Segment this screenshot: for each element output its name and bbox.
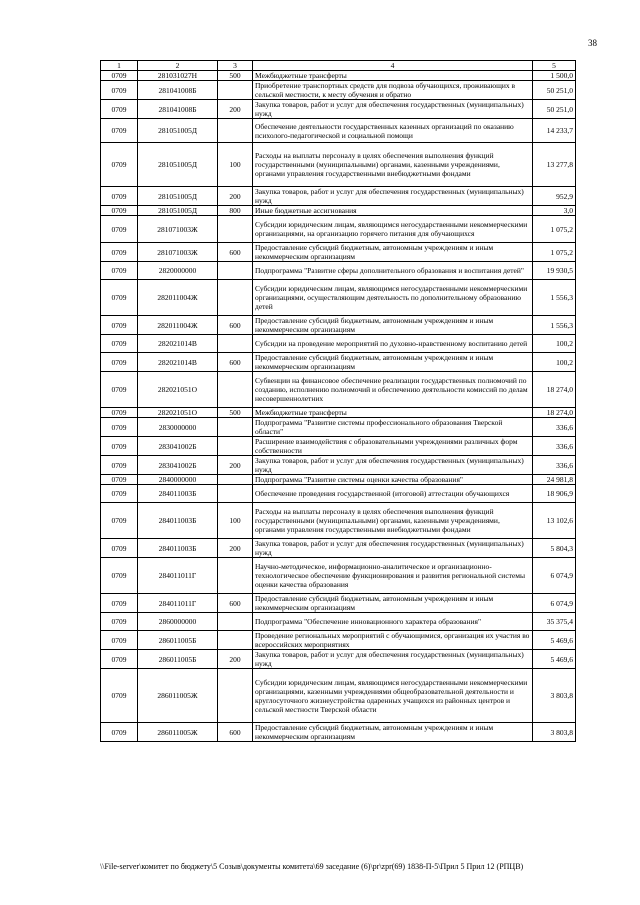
cell-sec: 0709 (101, 119, 138, 143)
table-row (101, 206, 576, 216)
cell-sec: 0709 (101, 262, 138, 280)
cell-sec: 0709 (101, 335, 138, 353)
cell-name: Закупка товаров, работ и услуг для обеспечения государственных (муниципальных) нужд (253, 456, 533, 475)
cell-code: 286011005Ж (138, 723, 218, 742)
cell-name: Субсидии юридическим лицам, являющимся негосударственными некоммерческими организациями, осуществляющим деятельность по дополнительному образованию детей (253, 280, 533, 316)
cell-type: 200 (218, 539, 253, 558)
cell-name: Предоставление субсидий бюджетным, автономным учреждениям и иным некоммерческим организациям (253, 723, 533, 742)
cell-type: 100 (218, 143, 253, 187)
table-row (101, 408, 576, 418)
cell-name: Межбюджетные трансферты (253, 408, 533, 418)
cell-name: Подпрограмма "Развитие сферы дополнительного образования и воспитания детей" (253, 262, 533, 280)
cell-type (218, 613, 253, 631)
cell-code: 2840000000 (138, 475, 218, 485)
cell-name: Научно-методическое, информационно-аналитическое и организационно-технологическое обеспечение функционирования и развития региональной системы оценки качества образования (253, 558, 533, 594)
cell-amount: 6 074,9 (533, 558, 576, 594)
cell-name: Обеспечение деятельности государственных казенных организаций по оказанию психолого-педагогической и социальной помощи (253, 119, 533, 143)
cell-sec: 0709 (101, 243, 138, 262)
table-row (101, 594, 576, 613)
cell-amount: 18 274,0 (533, 372, 576, 408)
cell-sec: 0709 (101, 71, 138, 81)
cell-amount: 24 981,8 (533, 475, 576, 485)
cell-sec: 0709 (101, 216, 138, 243)
cell-type: 600 (218, 353, 253, 372)
cell-sec: 0709 (101, 631, 138, 650)
cell-sec: 0709 (101, 475, 138, 485)
table-row (101, 539, 576, 558)
table-row (101, 558, 576, 594)
cell-code: 283041002Б (138, 456, 218, 475)
cell-sec: 0709 (101, 485, 138, 503)
cell-amount: 1 075,2 (533, 216, 576, 243)
cell-code: 2830000000 (138, 418, 218, 437)
column-header: 5 (533, 61, 576, 71)
cell-code: 281031027Н (138, 71, 218, 81)
cell-name: Предоставление субсидий бюджетным, автономным учреждениям и иным некоммерческим организациям (253, 353, 533, 372)
cell-amount: 336,6 (533, 456, 576, 475)
cell-sec: 0709 (101, 408, 138, 418)
column-header: 4 (253, 61, 533, 71)
cell-name: Расширение взаимодействия с образовательными учреждениями различных форм собственности (253, 437, 533, 456)
cell-type: 800 (218, 206, 253, 216)
table-row (101, 723, 576, 742)
cell-sec: 0709 (101, 81, 138, 100)
table-row (101, 418, 576, 437)
cell-code: 282011004Ж (138, 316, 218, 335)
cell-amount: 952,9 (533, 187, 576, 206)
cell-amount: 100,2 (533, 353, 576, 372)
cell-amount: 336,6 (533, 418, 576, 437)
cell-type: 600 (218, 594, 253, 613)
cell-type (218, 119, 253, 143)
cell-type: 500 (218, 71, 253, 81)
table-row (101, 631, 576, 650)
cell-code: 284011003Б (138, 503, 218, 539)
table-row (101, 243, 576, 262)
cell-type: 200 (218, 187, 253, 206)
cell-sec: 0709 (101, 418, 138, 437)
cell-amount: 336,6 (533, 437, 576, 456)
cell-amount: 14 233,7 (533, 119, 576, 143)
cell-type (218, 372, 253, 408)
column-header: 1 (101, 61, 138, 71)
cell-name: Подпрограмма "Развитие системы оценки качества образования" (253, 475, 533, 485)
table-row (101, 262, 576, 280)
table-row (101, 437, 576, 456)
cell-type: 200 (218, 100, 253, 119)
cell-code: 286011005Б (138, 650, 218, 669)
page-number: 38 (588, 38, 597, 48)
cell-sec: 0709 (101, 613, 138, 631)
cell-sec: 0709 (101, 280, 138, 316)
table-row (101, 353, 576, 372)
cell-code: 284011011Г (138, 594, 218, 613)
cell-amount: 13 277,8 (533, 143, 576, 187)
cell-type (218, 631, 253, 650)
cell-name: Предоставление субсидий бюджетным, автономным учреждениям и иным некоммерческим организациям (253, 316, 533, 335)
table-row (101, 613, 576, 631)
cell-amount: 1 500,0 (533, 71, 576, 81)
cell-name: Подпрограмма "Обеспечение инновационного характера образования" (253, 613, 533, 631)
table-row (101, 503, 576, 539)
cell-name: Субсидии юридическим лицам, являющимся негосударственными некоммерческими организациями, казенными учреждениями общеобразовательной деятельности и круглосуточного жизнеустройства одаренных учащихся из районных центров и сельской местности Тверской области (253, 669, 533, 723)
cell-amount: 6 074,9 (533, 594, 576, 613)
cell-type (218, 262, 253, 280)
table-row (101, 372, 576, 408)
table-row (101, 187, 576, 206)
cell-sec: 0709 (101, 650, 138, 669)
cell-sec: 0709 (101, 539, 138, 558)
cell-name: Предоставление субсидий бюджетным, автономным учреждениям и иным некоммерческим организациям (253, 594, 533, 613)
cell-name: Предоставление субсидий бюджетным, автономным учреждениям и иным некоммерческим организациям (253, 243, 533, 262)
table-row (101, 485, 576, 503)
cell-sec: 0709 (101, 456, 138, 475)
cell-name: Субсидии юридическим лицам, являющимся негосударственными некоммерческими организациями, на организацию горячего питания для обучающихся (253, 216, 533, 243)
cell-sec: 0709 (101, 353, 138, 372)
cell-code: 284011011Г (138, 558, 218, 594)
cell-code: 281071003Ж (138, 216, 218, 243)
cell-type: 600 (218, 243, 253, 262)
cell-amount: 13 102,6 (533, 503, 576, 539)
cell-amount: 3 803,8 (533, 669, 576, 723)
cell-code: 282021014В (138, 335, 218, 353)
cell-type (218, 280, 253, 316)
cell-code: 281051005Д (138, 187, 218, 206)
cell-code: 281041008Б (138, 81, 218, 100)
cell-code: 283041002Б (138, 437, 218, 456)
cell-sec: 0709 (101, 437, 138, 456)
cell-sec: 0709 (101, 558, 138, 594)
table-row (101, 335, 576, 353)
cell-type: 600 (218, 316, 253, 335)
cell-sec: 0709 (101, 316, 138, 335)
cell-name: Расходы на выплаты персоналу в целях обеспечения выполнения функций государственными (муниципальными) органами, казенными учреждениями, органами управления государственными внебюджетными фондами (253, 503, 533, 539)
cell-name: Закупка товаров, работ и услуг для обеспечения государственных (муниципальных) нужд (253, 100, 533, 119)
table-row (101, 81, 576, 100)
cell-name: Расходы на выплаты персоналу в целях обеспечения выполнения функций государственными (муниципальными) органами, казенными учреждениями, органами управления государственными внебюджетными фондами (253, 143, 533, 187)
cell-name: Обеспечение проведения государственной (итоговой) аттестации обучающихся (253, 485, 533, 503)
cell-code: 281051005Д (138, 119, 218, 143)
table-row (101, 143, 576, 187)
cell-type (218, 81, 253, 100)
cell-sec: 0709 (101, 206, 138, 216)
cell-amount: 50 251,0 (533, 81, 576, 100)
cell-type: 500 (218, 408, 253, 418)
cell-sec: 0709 (101, 594, 138, 613)
cell-code: 282021014В (138, 353, 218, 372)
cell-sec: 0709 (101, 503, 138, 539)
cell-sec: 0709 (101, 143, 138, 187)
cell-name: Подпрограмма "Развитие системы профессионального образования Тверской области" (253, 418, 533, 437)
table-body (101, 71, 576, 742)
cell-type (218, 475, 253, 485)
cell-amount: 5 804,3 (533, 539, 576, 558)
table-row (101, 316, 576, 335)
cell-type (218, 485, 253, 503)
cell-type (218, 669, 253, 723)
cell-name: Закупка товаров, работ и услуг для обеспечения государственных (муниципальных) нужд (253, 650, 533, 669)
cell-code: 2860000000 (138, 613, 218, 631)
cell-sec: 0709 (101, 669, 138, 723)
cell-amount: 5 469,6 (533, 631, 576, 650)
table-row (101, 119, 576, 143)
cell-type: 100 (218, 503, 253, 539)
cell-code: 282021051О (138, 372, 218, 408)
cell-sec: 0709 (101, 723, 138, 742)
cell-amount: 100,2 (533, 335, 576, 353)
table-row (101, 650, 576, 669)
cell-amount: 18 274,0 (533, 408, 576, 418)
cell-amount: 19 930,5 (533, 262, 576, 280)
table-row (101, 100, 576, 119)
cell-code: 282021051О (138, 408, 218, 418)
budget-table (100, 60, 576, 742)
cell-code: 286011005Ж (138, 669, 218, 723)
cell-code: 282011004Ж (138, 280, 218, 316)
cell-amount: 1 556,3 (533, 316, 576, 335)
cell-sec: 0709 (101, 100, 138, 119)
cell-name: Закупка товаров, работ и услуг для обеспечения государственных (муниципальных) нужд (253, 187, 533, 206)
cell-name: Иные бюджетные ассигнования (253, 206, 533, 216)
cell-type (218, 216, 253, 243)
cell-amount: 18 906,9 (533, 485, 576, 503)
cell-amount: 1 075,2 (533, 243, 576, 262)
cell-code: 2820000000 (138, 262, 218, 280)
cell-code: 286011005Б (138, 631, 218, 650)
cell-type: 200 (218, 456, 253, 475)
cell-amount: 3 803,8 (533, 723, 576, 742)
cell-code: 281041008Б (138, 100, 218, 119)
cell-code: 284011003Б (138, 539, 218, 558)
table-row (101, 71, 576, 81)
cell-type (218, 437, 253, 456)
table-row (101, 280, 576, 316)
column-header: 2 (138, 61, 218, 71)
file-path-footer: \\File-server\комитет по бюджету\5 Созыв\документы комитета\69 заседание (6)\pr\zpr(69) 1838-П-5\Прил 5 Прил 12 (РПЦВ) (100, 862, 524, 871)
table-row (101, 669, 576, 723)
cell-type (218, 335, 253, 353)
cell-name: Проведение региональных мероприятий с обучающимися, организация их участия во всероссийских мероприятиях (253, 631, 533, 650)
column-header: 3 (218, 61, 253, 71)
cell-amount: 50 251,0 (533, 100, 576, 119)
cell-code: 281051005Д (138, 143, 218, 187)
cell-name: Субвенции на финансовое обеспечение реализации государственных полномочий по созданию, исполнению полномочий и обеспечению деятельности комиссий по делам несовершеннолетних (253, 372, 533, 408)
cell-code: 284011003Б (138, 485, 218, 503)
cell-type: 200 (218, 650, 253, 669)
cell-amount: 35 375,4 (533, 613, 576, 631)
table-header-row (101, 61, 576, 71)
cell-name: Субсидии на проведение мероприятий по духовно-нравственному воспитанию детей (253, 335, 533, 353)
cell-sec: 0709 (101, 187, 138, 206)
cell-name: Межбюджетные трансферты (253, 71, 533, 81)
table-row (101, 475, 576, 485)
cell-amount: 5 469,6 (533, 650, 576, 669)
cell-type: 600 (218, 723, 253, 742)
cell-sec: 0709 (101, 372, 138, 408)
table-row (101, 216, 576, 243)
cell-name: Закупка товаров, работ и услуг для обеспечения государственных (муниципальных) нужд (253, 539, 533, 558)
cell-amount: 1 556,3 (533, 280, 576, 316)
table-row (101, 456, 576, 475)
cell-name: Приобретение транспортных средств для подвоза обучающихся, проживающих в сельской местности, к месту обучения и обратно (253, 81, 533, 100)
cell-amount: 3,0 (533, 206, 576, 216)
cell-code: 281071003Ж (138, 243, 218, 262)
cell-type (218, 418, 253, 437)
cell-type (218, 558, 253, 594)
cell-code: 281051005Д (138, 206, 218, 216)
